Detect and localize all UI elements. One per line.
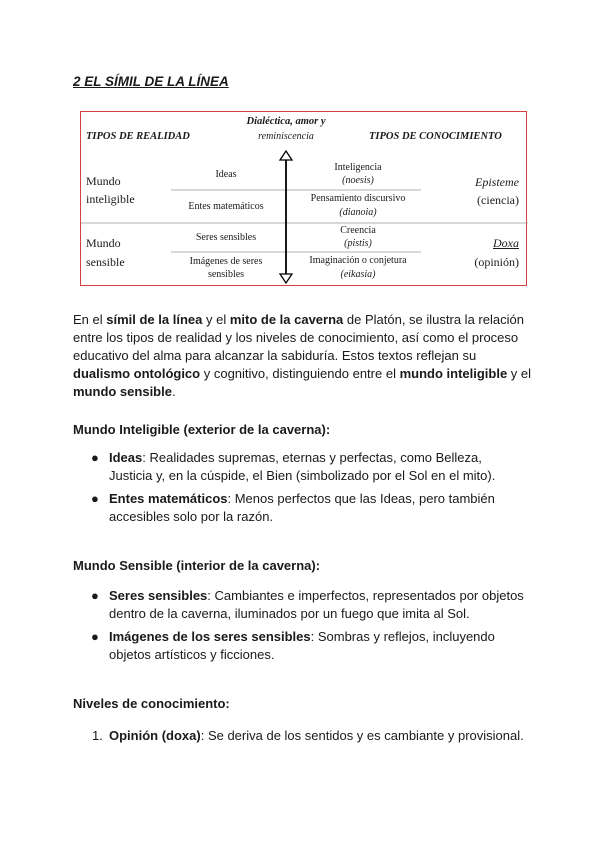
sensible-heading: Mundo Sensible (interior de la caverna):: [73, 558, 321, 573]
episteme-label: Episteme: [475, 175, 519, 189]
world-intelligible-1: Mundo: [86, 174, 121, 188]
term-mundo-inteligible: mundo inteligible: [399, 366, 508, 381]
list-item: ● Seres sensibles: Cambiantes e imperfectos, representados por objetos dentro de la caverna, iluminados por un fuego que imita al Sol.: [91, 588, 524, 621]
doxa-label: Doxa: [493, 236, 519, 250]
knowledge-dianoia-term: (dianoia): [339, 207, 377, 218]
header-dialectic-1: Dialéctica, amor y: [246, 116, 326, 127]
header-reality-types: TIPOS DE REALIDAD: [86, 131, 190, 142]
knowledge-eikasia-term: (eikasia): [340, 269, 376, 280]
world-sensible-1: Mundo: [86, 236, 121, 250]
sensible-list: [73, 587, 528, 669]
knowledge-eikasia-name: Imaginación o conjetura: [309, 255, 407, 266]
header-dialectic-2: reminiscencia: [258, 131, 314, 142]
episteme-sub: (ciencia): [477, 193, 519, 207]
bullet-icon: ●: [91, 450, 99, 465]
page-title: 2 EL SÍMIL DE LA LÍNEA: [73, 74, 229, 89]
world-sensible-2: sensible: [86, 255, 125, 269]
reality-math: Entes matemáticos: [188, 201, 264, 212]
knowledge-heading: Niveles de conocimiento:: [73, 696, 230, 711]
bullet-icon: ●: [91, 588, 99, 603]
line-diagram: [80, 111, 527, 286]
term-dualismo: dualismo ontológico: [73, 366, 201, 381]
knowledge-dianoia-name: Pensamiento discursivo: [310, 193, 406, 204]
reality-sensible-beings: Seres sensibles: [195, 232, 257, 243]
list-item: ● Imágenes de los seres sensibles: Sombras y reflejos, incluyendo objetos artísticos y ficciones.: [91, 629, 495, 662]
bullet-icon: ●: [91, 629, 99, 644]
intelligible-heading: Mundo Inteligible (exterior de la caverna):: [73, 422, 331, 437]
knowledge-noesis-name: Inteligencia: [334, 162, 382, 173]
knowledge-pistis-term: (pistis): [344, 238, 372, 249]
knowledge-noesis-term: (noesis): [342, 175, 374, 186]
knowledge-list: [73, 727, 528, 750]
arrow-down-head: [280, 274, 292, 283]
term-mundo-sensible: mundo sensible: [73, 384, 172, 399]
list-item: 1. Opinión (doxa): Se deriva de los sentidos y es cambiante y provisional.: [92, 728, 524, 743]
world-intelligible-2: inteligible: [86, 192, 135, 206]
reality-ideas: Ideas: [215, 169, 237, 180]
list-number: 1.: [92, 728, 103, 743]
header-knowledge-types: TIPOS DE CONOCIMIENTO: [369, 131, 502, 142]
list-item: ● Entes matemáticos: Menos perfectos que las Ideas, pero también accesibles solo por la razón.: [91, 491, 495, 524]
term-mito: mito de la caverna: [229, 312, 344, 327]
doxa-sub: (opinión): [474, 255, 519, 269]
reality-images-1: Imágenes de seres: [189, 256, 263, 267]
term-simil: símil de la línea: [106, 312, 203, 327]
arrow-up-head: [280, 151, 292, 160]
intelligible-list: [73, 449, 528, 531]
knowledge-pistis-name: Creencia: [340, 225, 376, 236]
list-item: ● Ideas: Realidades supremas, eternas y perfectas, como Belleza, Justicia y, en la cúspide, el Bien (simbolizado por el Sol en el mito).: [91, 450, 496, 483]
bullet-icon: ●: [91, 491, 99, 506]
reality-images-2: sensibles: [207, 269, 245, 280]
intro-paragraph: En el símil de la línea y el mito de la caverna de Platón, se ilustra la relación entre los tipos de realidad y los niveles de conocimiento, así como el proceso educativo del alma para alcanzar la sabiduría. Estos textos reflejan su dualismo ontológico y cognitivo, distinguiendo entre el mundo inteligible y el mundo sensible.: [73, 312, 532, 399]
